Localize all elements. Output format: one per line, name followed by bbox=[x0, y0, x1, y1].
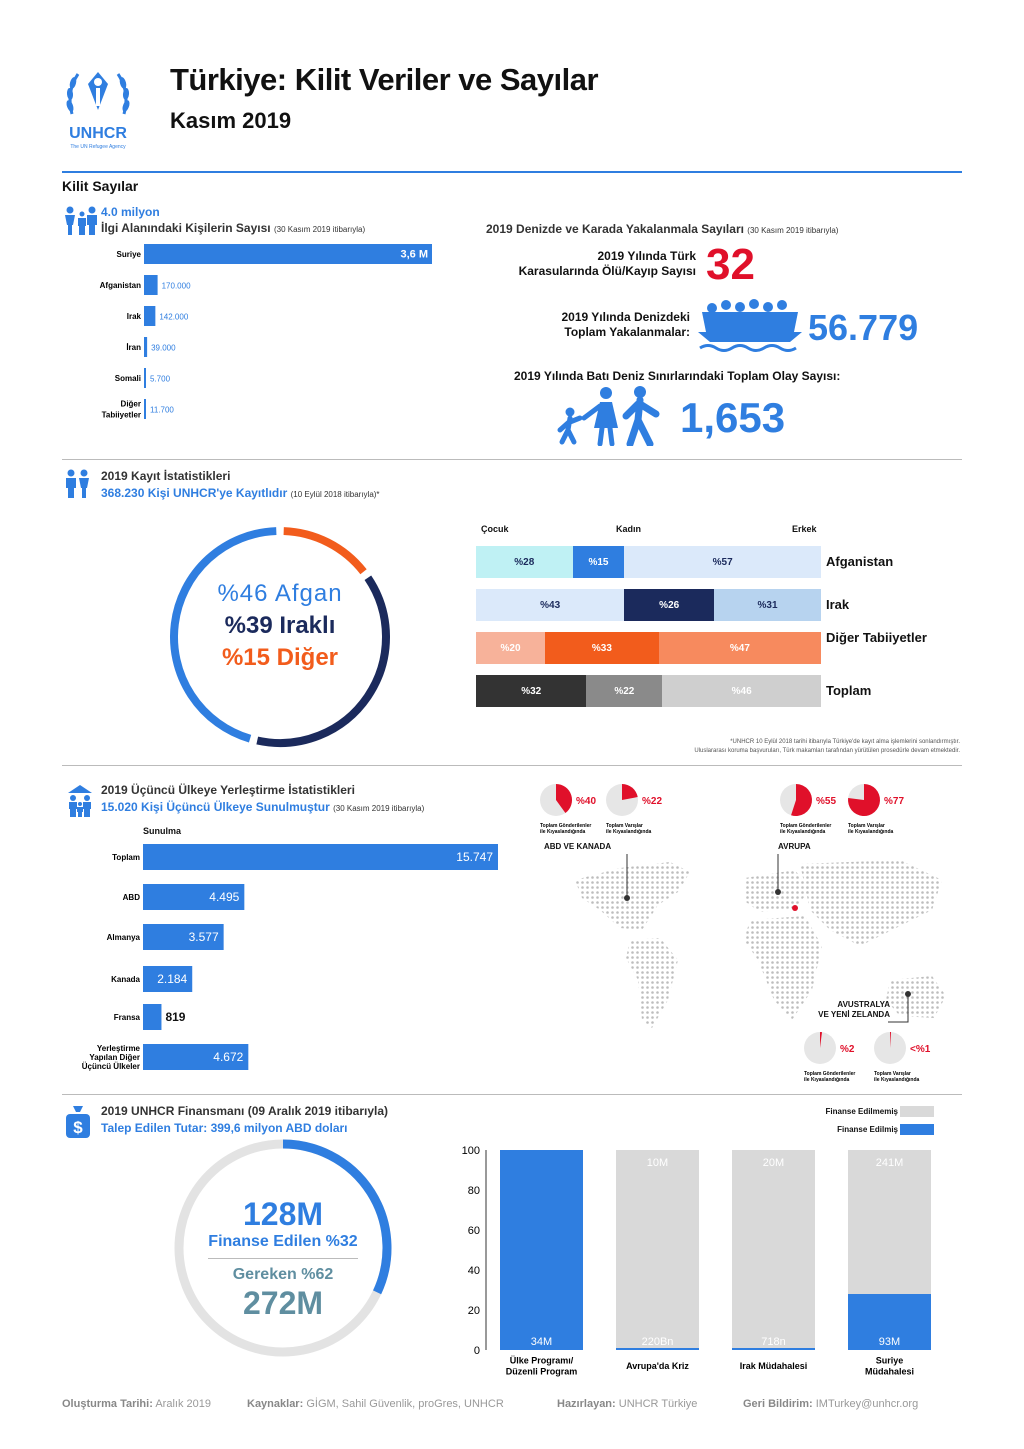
persons-bar-di-er-tabiiyetler bbox=[144, 399, 146, 419]
persons-value-di-er-tabiiyetler: 11.700 bbox=[150, 405, 174, 415]
persons-value-suriye: 3,6 M bbox=[400, 248, 428, 261]
y-tick-40: 40 bbox=[467, 1265, 480, 1277]
divider bbox=[62, 765, 962, 766]
region-na: ABD VE KANADA bbox=[544, 842, 612, 851]
footer-prepared-label: Hazırlayan: bbox=[557, 1398, 616, 1410]
page-title: Türkiye: Kilit Veriler ve Sayılar bbox=[170, 62, 599, 97]
fund-bar-funded-avrupa-da-kriz bbox=[616, 1348, 699, 1350]
persons-label-irak: Irak bbox=[126, 312, 141, 321]
y-tick-20: 20 bbox=[467, 1305, 480, 1317]
res-value-fransa: 819 bbox=[165, 1010, 186, 1024]
stack-seg-afganistan-erkek: %57 bbox=[624, 546, 821, 578]
y-tick-80: 80 bbox=[467, 1185, 480, 1197]
fund-label-suriye-m-dahalesi: Suriye Müdahalesi bbox=[864, 1355, 915, 1377]
y-tick-0: 0 bbox=[473, 1345, 480, 1357]
persons-total: 4.0 milyon bbox=[101, 205, 160, 219]
resettlement-pies bbox=[530, 780, 970, 1090]
resettlement-col-header: Sunulma bbox=[143, 826, 182, 836]
footer-created: Aralık 2019 bbox=[155, 1398, 211, 1410]
sea-land-note: (30 Kasım 2019 itibarıyla) bbox=[747, 226, 839, 235]
donut-divider bbox=[208, 1258, 358, 1259]
footer-created-label: Oluşturma Tarihi: bbox=[62, 1398, 153, 1410]
pie-caption-avrupa-g-nderilen: Toplam Gönderilenler ile Kıyaslandığında bbox=[780, 823, 832, 835]
col-woman: Kadın bbox=[616, 524, 642, 534]
pie-value-abd-ve-kanada-g-nderilen: %40 bbox=[576, 796, 597, 807]
footnote-1: *UNHCR 10 Eylül 2018 tarihi itibarıyla Türkiye'de kayıt alma işlemlerini sonlandırmıştır. bbox=[730, 739, 960, 745]
footnote-2: Uluslararası koruma başvuruları, Türk makamları tarafından yürütülen prosedürle devam etmektedir. bbox=[694, 748, 960, 754]
money-bag-icon bbox=[64, 1104, 92, 1143]
pie-caption-abd-ve-kanada-var: Toplam Varışlar ile Kıyaslandığında bbox=[606, 823, 652, 835]
resettlement-subtitle: 15.020 Kişi Üçüncü Ülkeye Sunulmuştur bbox=[101, 800, 330, 814]
persons-bar-somali bbox=[144, 368, 146, 388]
stack-row-toplam bbox=[476, 675, 821, 707]
laurel-icon bbox=[58, 62, 138, 152]
donut-label-afgan: %46 Afgan bbox=[217, 580, 343, 607]
persons-value-somali: 5.700 bbox=[150, 374, 171, 384]
persons-bar-i-ran bbox=[144, 337, 147, 357]
registration-note: (10 Eylül 2018 itibarıyla)* bbox=[290, 490, 380, 499]
pie-caption-avustralya-var: Toplam Varışlar ile Kıyaslandığında bbox=[874, 1071, 920, 1083]
footer-sources-label: Kaynaklar: bbox=[247, 1398, 304, 1410]
stack-row-di-er-tabiiyetler bbox=[476, 632, 821, 664]
persons-note: (30 Kasım 2019 itibarıyla) bbox=[273, 225, 366, 234]
persons-label-di-er-tabiiyetler: Diğer Tabiiyetler bbox=[101, 399, 141, 420]
res-bar-toplam bbox=[143, 844, 498, 870]
stack-seg-toplam-kad-n: %22 bbox=[586, 675, 662, 707]
pie-value-avrupa-g-nderilen: %55 bbox=[816, 796, 837, 807]
funding-title: 2019 UNHCR Finansmanı (09 Aralık 2019 itibarıyla) bbox=[101, 1104, 389, 1118]
funded-value: 128M bbox=[242, 1196, 324, 1232]
res-value-kanada: 2.184 bbox=[157, 972, 188, 986]
persons-label-i-ran: İran bbox=[126, 343, 141, 352]
svg-text:The UN Refugee Agency: The UN Refugee Agency bbox=[70, 144, 126, 150]
donut-label-irakli: %39 Iraklı bbox=[224, 612, 336, 639]
region-au-2: VE YENİ ZELANDA bbox=[818, 1010, 890, 1019]
persons-label-afganistan: Afganistan bbox=[99, 281, 141, 290]
legend-unfunded-swatch bbox=[900, 1106, 934, 1117]
stack-label-afganistan: Afganistan bbox=[826, 554, 894, 569]
sea-label-2: Toplam Yakalanmalar: bbox=[564, 325, 690, 339]
fund-bar-unfunded-avrupa-da-kriz bbox=[616, 1150, 699, 1348]
donut-label-diger: %15 Diğer bbox=[221, 644, 339, 671]
boat-icon bbox=[698, 298, 802, 361]
family-icon bbox=[64, 469, 92, 504]
fund-unfunded-value-avrupa-da-kriz: 10M bbox=[646, 1157, 669, 1169]
border-label: 2019 Yılında Batı Deniz Sınırlarındaki Toplam Olay Sayısı: bbox=[514, 369, 841, 383]
y-tick-100: 100 bbox=[461, 1145, 480, 1157]
region-eu: AVRUPA bbox=[778, 842, 811, 851]
stack-seg-di-er-tabiiyetler-kad-n: %33 bbox=[545, 632, 659, 664]
gap-value: 272M bbox=[242, 1285, 324, 1321]
stack-seg-di-er-tabiiyetler-erkek: %47 bbox=[659, 632, 821, 664]
footer-prepared: UNHCR Türkiye bbox=[618, 1398, 698, 1410]
sea-value: 56.779 bbox=[808, 307, 919, 348]
persons-bar-irak bbox=[144, 306, 155, 326]
res-value-almanya: 3.577 bbox=[188, 930, 219, 944]
y-tick-60: 60 bbox=[467, 1225, 480, 1237]
pie-value-avrupa-var: %77 bbox=[884, 796, 905, 807]
persons-value-i-ran: 39.000 bbox=[151, 343, 176, 353]
fund-funded-value-lke-program-d-zenli-program: 34M bbox=[530, 1336, 553, 1348]
fund-bar-funded-irak-m-dahalesi bbox=[732, 1348, 815, 1350]
family-walking-icon bbox=[556, 384, 668, 451]
persons-bar-suriye bbox=[144, 244, 432, 264]
resettlement-title: 2019 Üçüncü Ülkeye Yerleştirme İstatistikleri bbox=[101, 783, 355, 797]
stack-seg-toplam-erkek: %46 bbox=[662, 675, 821, 707]
stack-row-afganistan bbox=[476, 546, 821, 578]
col-man: Erkek bbox=[792, 524, 817, 534]
resettlement-bar-chart bbox=[62, 838, 502, 1078]
dead-value: 32 bbox=[706, 240, 755, 289]
fund-label-avrupa-da-kriz: Avrupa'da Kriz bbox=[626, 1361, 689, 1371]
unhcr-logo bbox=[58, 62, 138, 152]
registration-subtitle: 368.230 Kişi UNHCR'ye Kayıtlıdır bbox=[101, 486, 288, 500]
res-label-toplam: Toplam bbox=[112, 853, 140, 862]
fund-bar-unfunded-irak-m-dahalesi bbox=[732, 1150, 815, 1348]
stack-seg-toplam-ocuk: %32 bbox=[476, 675, 586, 707]
persons-bar-afganistan bbox=[144, 275, 158, 295]
stack-seg-afganistan-ocuk: %28 bbox=[476, 546, 573, 578]
resettlement-note: (30 Kasım 2019 itibarıyla) bbox=[333, 804, 425, 813]
fund-label-irak-m-dahalesi: Irak Müdahalesi bbox=[739, 1361, 808, 1371]
divider bbox=[62, 171, 962, 173]
sea-land-title: 2019 Denizde ve Karada Yakalanmala Sayıları bbox=[486, 222, 744, 236]
stack-seg-irak-kad-n: %26 bbox=[624, 589, 714, 621]
persons-label-somali: Somali bbox=[114, 374, 141, 383]
persons-title: İlgi Alanındaki Kişilerin Sayısı bbox=[101, 221, 271, 235]
gap-label: Gereken %62 bbox=[232, 1266, 334, 1283]
fund-funded-value-avrupa-da-kriz: 220Bn bbox=[641, 1336, 674, 1348]
divider bbox=[62, 459, 962, 460]
pie-value-avustralya-var: <%1 bbox=[910, 1044, 931, 1055]
res-value-abd: 4.495 bbox=[209, 890, 240, 904]
res-label-almanya: Almanya bbox=[106, 933, 140, 942]
fund-unfunded-value-suriye-m-dahalesi: 241M bbox=[875, 1157, 904, 1169]
pie-value-abd-ve-kanada-var: %22 bbox=[642, 796, 663, 807]
funding-subtitle: Talep Edilen Tutar: 399,6 milyon ABD doları bbox=[101, 1121, 348, 1135]
pie-caption-avustralya-g-nderilen: Toplam Gönderilenler ile Kıyaslandığında bbox=[804, 1071, 856, 1083]
stack-seg-di-er-tabiiyetler-ocuk: %20 bbox=[476, 632, 545, 664]
dead-label-2: Karasularında Ölü/Kayıp Sayısı bbox=[518, 264, 696, 278]
res-label-fransa: Fransa bbox=[113, 1013, 140, 1022]
res-label-yerle-tirme-yap-lan-di-er-nc-lkeler: Yerleştirme Yapılan Diğer Üçüncü Ülkeler bbox=[81, 1044, 140, 1071]
key-figures-heading: Kilit Sayılar bbox=[62, 178, 139, 194]
stack-seg-irak-ocuk: %43 bbox=[476, 589, 624, 621]
legend-unfunded: Finanse Edilmemiş bbox=[825, 1107, 898, 1116]
resettlement-icon bbox=[64, 783, 96, 822]
stack-row-irak bbox=[476, 589, 821, 621]
res-bar-fransa bbox=[143, 1004, 161, 1030]
fund-bar-unfunded-suriye-m-dahalesi bbox=[848, 1150, 931, 1294]
stack-label-di-er-tabiiyetler: Diğer Tabiiyetler bbox=[826, 630, 927, 645]
res-label-kanada: Kanada bbox=[111, 975, 140, 984]
svg-text:$: $ bbox=[73, 1118, 83, 1137]
footer-feedback-label: Geri Bildirim: bbox=[743, 1398, 813, 1410]
funding-bar-chart bbox=[450, 1140, 950, 1390]
pie-caption-avrupa-var: Toplam Varışlar ile Kıyaslandığında bbox=[848, 823, 894, 835]
stack-seg-afganistan-kad-n: %15 bbox=[573, 546, 625, 578]
persons-bar-chart bbox=[62, 240, 442, 430]
registration-title: 2019 Kayıt İstatistikleri bbox=[101, 469, 231, 483]
page-subtitle: Kasım 2019 bbox=[170, 108, 292, 133]
stack-label-toplam: Toplam bbox=[826, 683, 872, 698]
col-child: Çocuk bbox=[481, 524, 509, 534]
donut-arc-di-er bbox=[284, 531, 364, 572]
fund-funded-value-suriye-m-dahalesi: 93M bbox=[878, 1336, 901, 1348]
stack-label-irak: Irak bbox=[826, 597, 850, 612]
pie-value-avustralya-g-nderilen: %2 bbox=[840, 1044, 855, 1055]
res-value-yerle-tirme-yap-lan-di-er-nc-lkeler: 4.672 bbox=[213, 1050, 244, 1064]
pie-caption-abd-ve-kanada-g-nderilen: Toplam Gönderilenler ile Kıyaslandığında bbox=[540, 823, 592, 835]
dead-label-1: 2019 Yılında Türk bbox=[597, 249, 696, 263]
sea-label-1: 2019 Yılında Denizdeki bbox=[561, 310, 690, 324]
res-label-abd: ABD bbox=[122, 893, 140, 902]
divider bbox=[62, 1094, 962, 1095]
legend-funded: Finanse Edilmiş bbox=[837, 1125, 898, 1134]
footer-sources: GİGM, Sahil Güvenlik, proGres, UNHCR bbox=[306, 1398, 504, 1410]
region-au-1: AVUSTRALYA bbox=[837, 1000, 890, 1009]
funded-label: Finanse Edilen %32 bbox=[208, 1233, 358, 1250]
legend-funded-swatch bbox=[900, 1124, 934, 1135]
persons-label-suriye: Suriye bbox=[116, 250, 141, 259]
border-value: 1,653 bbox=[680, 394, 786, 441]
fund-bar-funded-lke-program-d-zenli-program bbox=[500, 1150, 583, 1350]
people-icon bbox=[62, 205, 98, 242]
footer-feedback: IMTurkey@unhcr.org bbox=[815, 1398, 919, 1410]
res-value-toplam: 15.747 bbox=[456, 850, 493, 864]
svg-text:UNHCR: UNHCR bbox=[69, 125, 127, 142]
persons-value-afganistan: 170.000 bbox=[161, 281, 191, 291]
persons-value-irak: 142.000 bbox=[159, 312, 189, 322]
fund-unfunded-value-irak-m-dahalesi: 20M bbox=[762, 1157, 785, 1169]
fund-label-lke-program-d-zenli-program: Ülke Programı/ Düzenli Program bbox=[505, 1355, 578, 1377]
fund-funded-value-irak-m-dahalesi: 718n bbox=[761, 1336, 786, 1348]
stack-seg-irak-erkek: %31 bbox=[714, 589, 821, 621]
